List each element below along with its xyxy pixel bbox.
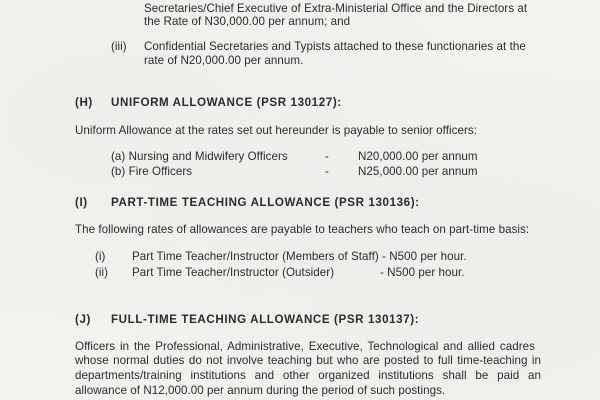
section-j-letter: (J) bbox=[75, 313, 91, 326]
section-j-line-4: allowance of N12,000.00 per annum during the period of such postings. bbox=[75, 384, 446, 397]
uniform-item-amount: N25,000.00 per annum bbox=[358, 165, 478, 178]
item-iii-line-2: rate of N20,000.00 per annum. bbox=[144, 54, 304, 67]
section-h-intro: Uniform Allowance at the rates set out hereunder is payable to senior officers: bbox=[75, 124, 478, 137]
part-time-item-tail: - N500 per hour. bbox=[380, 266, 465, 279]
item-iii-line-1: Confidential Secretaries and Typists attached to these functionaries at the bbox=[144, 40, 526, 53]
part-time-item-marker: (i) bbox=[95, 250, 106, 263]
part-time-item-text: Part Time Teacher/Instructor (Outsider) bbox=[132, 266, 335, 279]
section-i-title: PART-TIME TEACHING ALLOWANCE (PSR 130136): bbox=[111, 196, 420, 209]
part-time-item-text: Part Time Teacher/Instructor (Members of Staff) - N500 per hour. bbox=[132, 250, 467, 263]
uniform-item-dash: - bbox=[325, 165, 329, 178]
uniform-item-dash: - bbox=[325, 150, 329, 163]
uniform-item-amount: N20,000.00 per annum bbox=[358, 150, 478, 163]
section-j-line-2: whose normal duties do not involve teaching but who are posted to full time-teaching in bbox=[75, 354, 541, 367]
section-j-title: FULL-TIME TEACHING ALLOWANCE (PSR 130137): bbox=[111, 313, 420, 326]
uniform-item-label: (b) Fire Officers bbox=[111, 165, 193, 178]
part-time-item-marker: (ii) bbox=[95, 266, 109, 279]
section-i-letter: (I) bbox=[75, 196, 88, 209]
section-h-title: UNIFORM ALLOWANCE (PSR 130127): bbox=[111, 96, 342, 109]
section-j-line-3: departments/training institutions and other organized institutions shall be paid an bbox=[75, 369, 541, 382]
section-j-line-1: Officers in the Professional, Administrative, Executive, Technological and allied cadres bbox=[75, 340, 535, 353]
uniform-item-label: (a) Nursing and Midwifery Officers bbox=[111, 150, 288, 163]
continuation-line-1: Secretaries/Chief Executive of Extra-Ministerial Office and the Directors at bbox=[144, 2, 528, 15]
continuation-line-2: the Rate of N30,000.00 per annum; and bbox=[144, 15, 351, 28]
section-h-letter: (H) bbox=[75, 96, 93, 109]
section-i-intro: The following rates of allowances are payable to teachers who teach on part-time basis: bbox=[75, 223, 530, 236]
item-iii-marker: (iii) bbox=[111, 40, 127, 53]
